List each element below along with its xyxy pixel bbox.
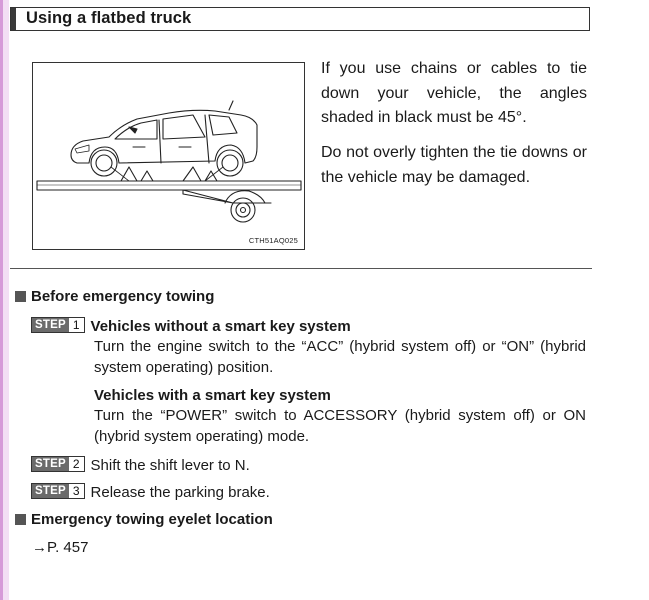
intro-paragraph-chains: If you use chains or cables to tie down your vehicle, the angles shaded in black must be 45°. (321, 60, 587, 126)
car-window-rear (163, 115, 205, 139)
figure-code: CTH51AQ025 (248, 236, 298, 245)
flatbed-truck-figure (32, 62, 305, 250)
flatbed-deck (37, 181, 301, 190)
section-title: Using a flatbed truck (26, 9, 192, 27)
page-edge-accent (0, 0, 9, 600)
square-bullet-icon (15, 514, 26, 525)
step-1-heading-no-smart-key: Vehicles without a smart key system (90, 318, 351, 335)
wheel-chock-rear-left (183, 167, 201, 181)
step-3-badge (31, 483, 85, 499)
before-towing-heading-text: Before emergency towing (31, 288, 215, 305)
eyelet-heading (15, 511, 273, 528)
step-2-badge (31, 456, 85, 472)
step-label: STEP (32, 318, 69, 332)
step-1-text-smart-key: Turn the “POWER” switch to ACCESSORY (hybrid system off) or ON (hybrid system operating) mode. (94, 407, 586, 445)
section-header-tab (11, 8, 16, 30)
square-bullet-icon (15, 291, 26, 302)
intro-paragraph-tightening: Do not overly tighten the tie downs or the vehicle may be damaged. (321, 144, 587, 186)
eyelet-page-reference-link[interactable]: →P. 457 (32, 539, 89, 556)
tie-down-rear (205, 167, 223, 181)
trailer-wheel (231, 198, 255, 222)
step-1-row (31, 316, 351, 337)
step-number: 2 (72, 457, 80, 471)
step-2-row (31, 455, 250, 476)
section-divider (10, 268, 592, 269)
step-label: STEP (32, 457, 69, 471)
car-rear-wheel (217, 150, 243, 176)
step-1-text-no-smart-key: Turn the engine switch to the “ACC” (hybrid system off) or “ON” (hybrid system operating) position. (94, 338, 586, 376)
eyelet-heading-text: Emergency towing eyelet location (31, 511, 273, 528)
step-1-badge (31, 317, 85, 333)
step-number: 1 (72, 318, 80, 332)
step-3-row (31, 482, 270, 503)
wheel-chock-front-left (121, 167, 137, 181)
tie-down-front (111, 167, 129, 181)
step-2-text: Shift the shift lever to N. (90, 457, 250, 474)
section-header (10, 7, 590, 31)
step-number: 3 (72, 484, 80, 498)
step-3-text: Release the parking brake. (90, 484, 270, 501)
car-on-flatbed-illustration (33, 63, 304, 249)
car-front-wheel (91, 150, 117, 176)
step-label: STEP (32, 484, 69, 498)
step-1-heading-smart-key: Vehicles with a smart key system (94, 387, 331, 404)
before-towing-heading (15, 288, 214, 305)
wheel-chock-front-right (141, 171, 153, 181)
